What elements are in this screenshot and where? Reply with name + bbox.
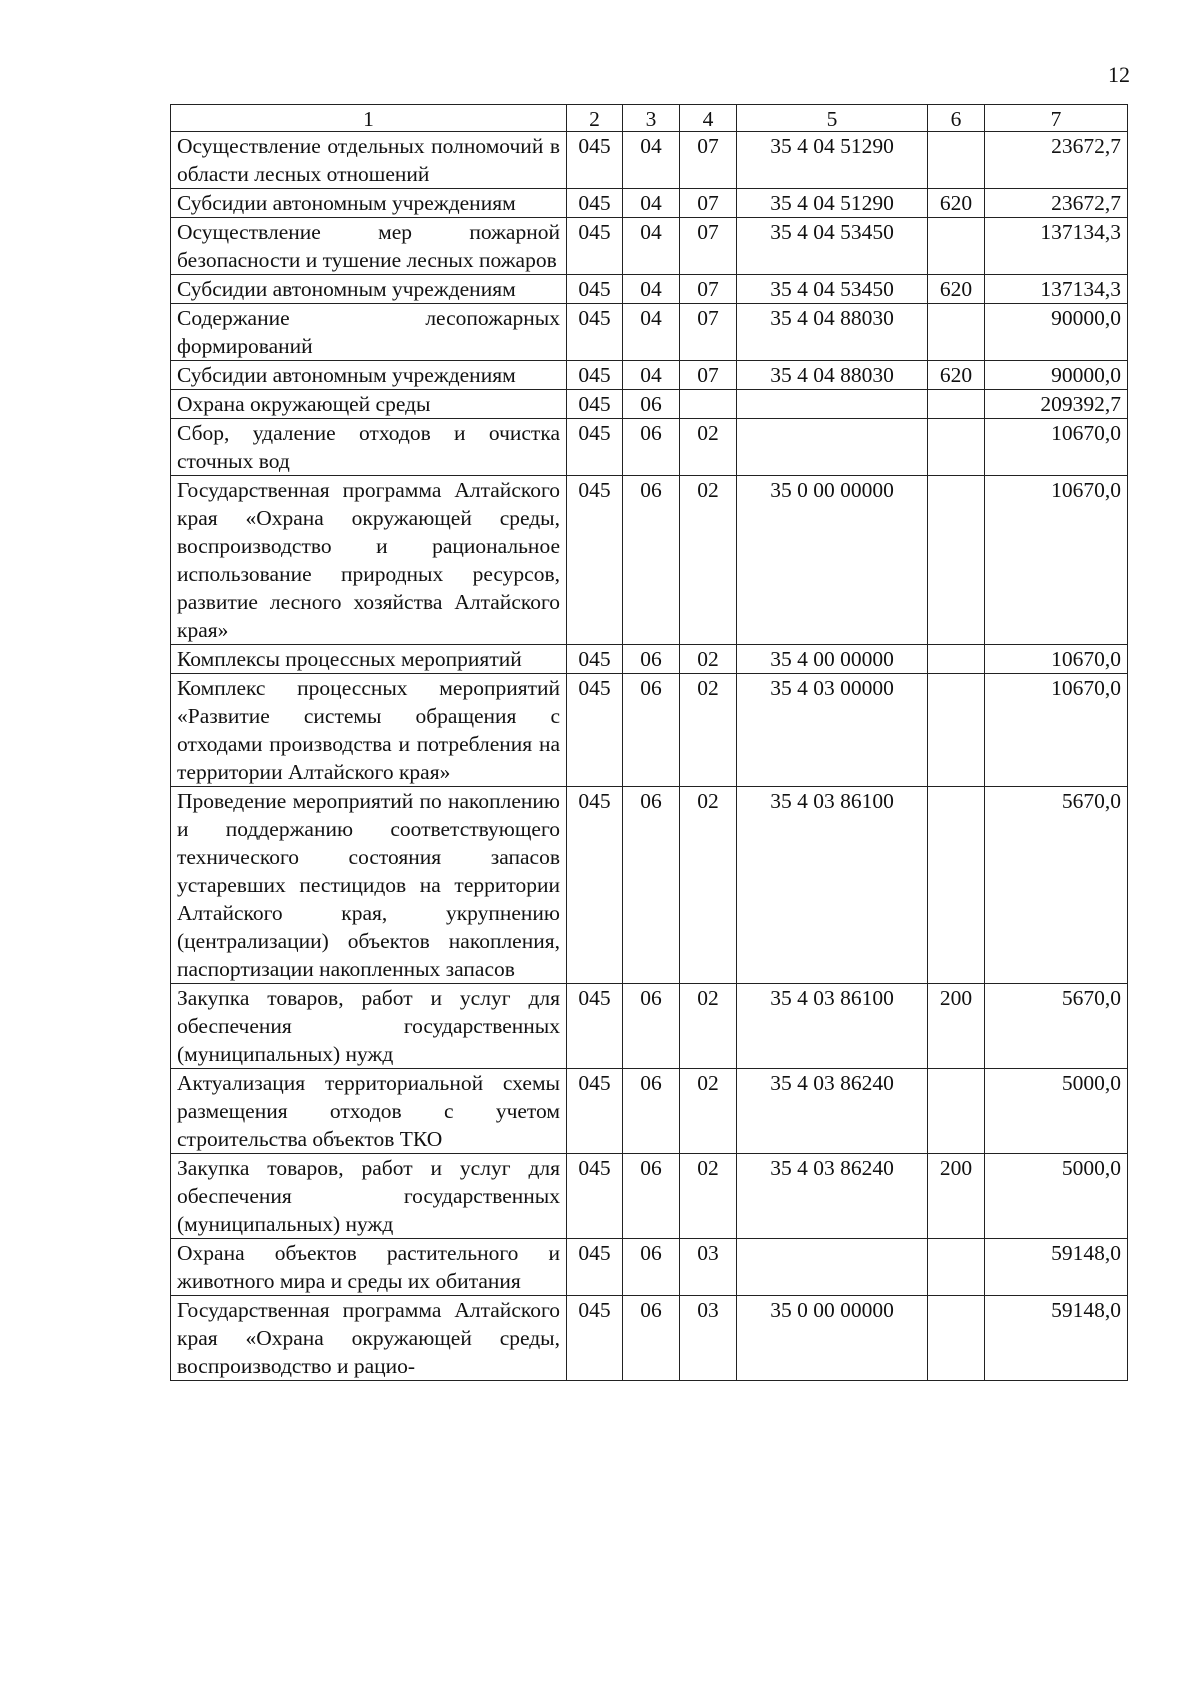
row-name-cell: Закупка товаров, работ и услуг для обеспечения государственных (муниципальных) нужд [171, 984, 567, 1069]
expense-type-cell [928, 390, 985, 419]
target-article-cell: 35 0 00 00000 [737, 476, 928, 645]
amount-cell: 5670,0 [985, 984, 1128, 1069]
section-code-cell: 04 [623, 132, 680, 189]
amount-cell: 10670,0 [985, 645, 1128, 674]
ministry-code-cell: 045 [567, 1069, 623, 1154]
row-name-cell: Субсидии автономным учреждениям [171, 189, 567, 218]
amount-cell: 59148,0 [985, 1296, 1128, 1381]
row-name-cell: Субсидии автономным учреждениям [171, 361, 567, 390]
section-code-cell: 06 [623, 1239, 680, 1296]
expense-type-cell [928, 1069, 985, 1154]
amount-cell: 137134,3 [985, 218, 1128, 275]
table-row [171, 419, 1128, 476]
table-row [171, 304, 1128, 361]
target-article-cell: 35 0 00 00000 [737, 1296, 928, 1381]
row-name-cell: Государственная программа Алтайского края «Охрана окружающей среды, воспроизводство и рацио- [171, 1296, 567, 1381]
row-name-cell: Закупка товаров, работ и услуг для обеспечения государственных (муниципальных) нужд [171, 1154, 567, 1239]
table-row [171, 1154, 1128, 1239]
target-article-cell: 35 4 04 88030 [737, 304, 928, 361]
amount-cell: 59148,0 [985, 1239, 1128, 1296]
section-code-cell: 06 [623, 390, 680, 419]
subsection-code-cell: 02 [680, 1154, 737, 1239]
ministry-code-cell: 045 [567, 476, 623, 645]
subsection-code-cell: 07 [680, 189, 737, 218]
ministry-code-cell: 045 [567, 304, 623, 361]
subsection-code-cell: 02 [680, 674, 737, 787]
expense-type-cell: 620 [928, 361, 985, 390]
row-name-cell: Проведение мероприятий по накоплению и поддержанию соответствующего технического состояния запасов устаревших пестицидов на территории Алтайского края, укрупнению (централизации) объектов накопления, паспортизации накопленных запасов [171, 787, 567, 984]
expense-type-cell: 200 [928, 984, 985, 1069]
column-header: 3 [623, 105, 680, 132]
section-code-cell: 06 [623, 1069, 680, 1154]
section-code-cell: 06 [623, 984, 680, 1069]
table-row [171, 1239, 1128, 1296]
subsection-code-cell: 03 [680, 1239, 737, 1296]
amount-cell: 209392,7 [985, 390, 1128, 419]
amount-cell: 90000,0 [985, 361, 1128, 390]
subsection-code-cell: 07 [680, 361, 737, 390]
table-row [171, 1069, 1128, 1154]
target-article-cell: 35 4 03 00000 [737, 674, 928, 787]
section-code-cell: 06 [623, 419, 680, 476]
expense-type-cell [928, 218, 985, 275]
target-article-cell: 35 4 04 53450 [737, 275, 928, 304]
table-row [171, 361, 1128, 390]
amount-cell: 23672,7 [985, 132, 1128, 189]
table-body [171, 132, 1128, 1381]
ministry-code-cell: 045 [567, 645, 623, 674]
ministry-code-cell: 045 [567, 419, 623, 476]
amount-cell: 5000,0 [985, 1154, 1128, 1239]
ministry-code-cell: 045 [567, 189, 623, 218]
page-number: 12 [1108, 62, 1130, 87]
target-article-cell [737, 390, 928, 419]
subsection-code-cell: 07 [680, 304, 737, 361]
row-name-cell: Комплекс процессных мероприятий «Развитие системы обращения с отходами производства и потребления на территории Алтайского края» [171, 674, 567, 787]
column-header: 2 [567, 105, 623, 132]
expense-type-cell [928, 132, 985, 189]
subsection-code-cell: 07 [680, 132, 737, 189]
row-name-cell: Охрана окружающей среды [171, 390, 567, 419]
column-header: 7 [985, 105, 1128, 132]
row-name-cell: Охрана объектов растительного и животного мира и среды их обитания [171, 1239, 567, 1296]
column-header: 1 [171, 105, 567, 132]
row-name-cell: Государственная программа Алтайского края «Охрана окружающей среды, воспроизводство и рациональное использование природных ресурсов, развитие лесного хозяйства Алтайского края» [171, 476, 567, 645]
subsection-code-cell: 03 [680, 1296, 737, 1381]
column-header: 6 [928, 105, 985, 132]
table-row [171, 1296, 1128, 1381]
table-row [171, 189, 1128, 218]
table-row [171, 787, 1128, 984]
budget-table [170, 104, 1128, 1381]
amount-cell: 5000,0 [985, 1069, 1128, 1154]
section-code-cell: 04 [623, 304, 680, 361]
table-row [171, 390, 1128, 419]
expense-type-cell [928, 304, 985, 361]
expense-type-cell: 200 [928, 1154, 985, 1239]
expense-type-cell: 620 [928, 189, 985, 218]
ministry-code-cell: 045 [567, 1154, 623, 1239]
target-article-cell [737, 419, 928, 476]
expense-type-cell: 620 [928, 275, 985, 304]
amount-cell: 5670,0 [985, 787, 1128, 984]
expense-type-cell [928, 476, 985, 645]
row-name-cell: Сбор, удаление отходов и очистка сточных вод [171, 419, 567, 476]
section-code-cell: 06 [623, 674, 680, 787]
section-code-cell: 04 [623, 275, 680, 304]
section-code-cell: 06 [623, 645, 680, 674]
amount-cell: 10670,0 [985, 674, 1128, 787]
expense-type-cell [928, 787, 985, 984]
subsection-code-cell: 02 [680, 984, 737, 1069]
row-name-cell: Актуализация территориальной схемы размещения отходов с учетом строительства объектов ТКО [171, 1069, 567, 1154]
subsection-code-cell [680, 390, 737, 419]
ministry-code-cell: 045 [567, 1296, 623, 1381]
section-code-cell: 06 [623, 1154, 680, 1239]
ministry-code-cell: 045 [567, 275, 623, 304]
subsection-code-cell: 02 [680, 645, 737, 674]
amount-cell: 10670,0 [985, 419, 1128, 476]
target-article-cell: 35 4 04 53450 [737, 218, 928, 275]
amount-cell: 23672,7 [985, 189, 1128, 218]
ministry-code-cell: 045 [567, 218, 623, 275]
section-code-cell: 04 [623, 361, 680, 390]
subsection-code-cell: 02 [680, 787, 737, 984]
table-row [171, 674, 1128, 787]
ministry-code-cell: 045 [567, 674, 623, 787]
target-article-cell: 35 4 04 51290 [737, 132, 928, 189]
row-name-cell: Содержание лесопожарных формирований [171, 304, 567, 361]
expense-type-cell [928, 1296, 985, 1381]
subsection-code-cell: 02 [680, 476, 737, 645]
expense-type-cell [928, 419, 985, 476]
target-article-cell: 35 4 00 00000 [737, 645, 928, 674]
table-row [171, 984, 1128, 1069]
ministry-code-cell: 045 [567, 984, 623, 1069]
column-header: 5 [737, 105, 928, 132]
expense-type-cell [928, 645, 985, 674]
target-article-cell: 35 4 04 88030 [737, 361, 928, 390]
column-header: 4 [680, 105, 737, 132]
section-code-cell: 04 [623, 189, 680, 218]
expense-type-cell [928, 1239, 985, 1296]
amount-cell: 90000,0 [985, 304, 1128, 361]
row-name-cell: Субсидии автономным учреждениям [171, 275, 567, 304]
subsection-code-cell: 02 [680, 419, 737, 476]
table-row [171, 132, 1128, 189]
row-name-cell: Комплексы процессных мероприятий [171, 645, 567, 674]
ministry-code-cell: 045 [567, 1239, 623, 1296]
amount-cell: 10670,0 [985, 476, 1128, 645]
target-article-cell [737, 1239, 928, 1296]
subsection-code-cell: 07 [680, 275, 737, 304]
section-code-cell: 04 [623, 218, 680, 275]
subsection-code-cell: 07 [680, 218, 737, 275]
ministry-code-cell: 045 [567, 390, 623, 419]
target-article-cell: 35 4 03 86240 [737, 1069, 928, 1154]
ministry-code-cell: 045 [567, 361, 623, 390]
table-row [171, 218, 1128, 275]
table-row [171, 476, 1128, 645]
table-row [171, 645, 1128, 674]
table-row [171, 275, 1128, 304]
ministry-code-cell: 045 [567, 787, 623, 984]
section-code-cell: 06 [623, 787, 680, 984]
section-code-cell: 06 [623, 476, 680, 645]
target-article-cell: 35 4 04 51290 [737, 189, 928, 218]
target-article-cell: 35 4 03 86100 [737, 984, 928, 1069]
amount-cell: 137134,3 [985, 275, 1128, 304]
row-name-cell: Осуществление мер пожарной безопасности и тушение лесных пожаров [171, 218, 567, 275]
row-name-cell: Осуществление отдельных полномочий в области лесных отношений [171, 132, 567, 189]
header-row [171, 105, 1128, 132]
expense-type-cell [928, 674, 985, 787]
section-code-cell: 06 [623, 1296, 680, 1381]
subsection-code-cell: 02 [680, 1069, 737, 1154]
target-article-cell: 35 4 03 86100 [737, 787, 928, 984]
ministry-code-cell: 045 [567, 132, 623, 189]
target-article-cell: 35 4 03 86240 [737, 1154, 928, 1239]
